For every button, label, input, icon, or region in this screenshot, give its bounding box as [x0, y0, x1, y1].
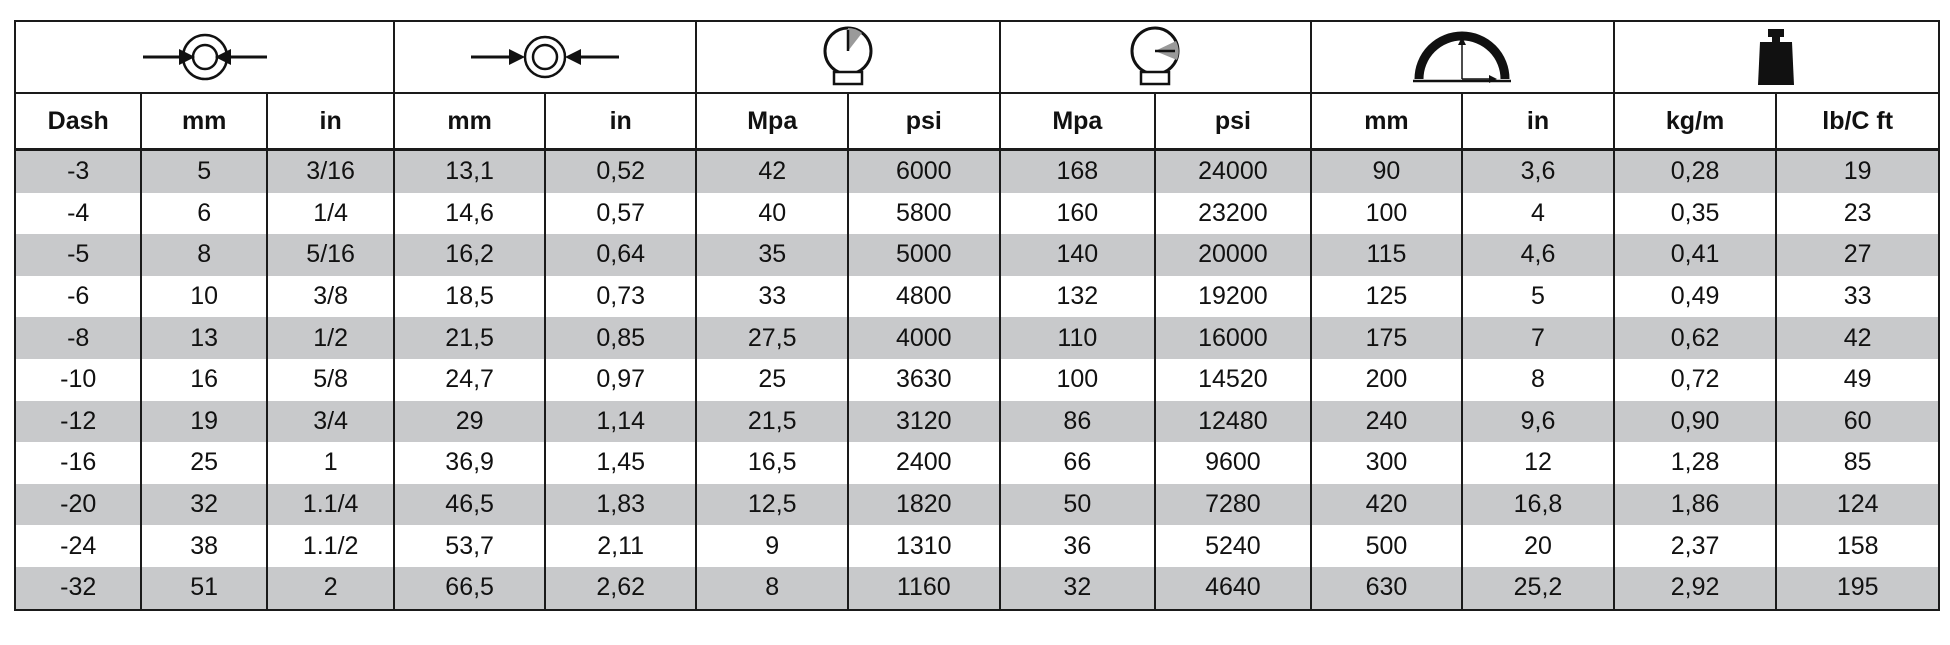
table-cell: 0,97 [545, 359, 697, 401]
table-cell: 32 [141, 484, 266, 526]
table-cell: 35 [696, 234, 848, 276]
burst-pressure-gauge-icon [1125, 26, 1185, 88]
table-cell: 0,57 [545, 193, 697, 235]
table-row [15, 567, 1939, 610]
table-cell: 3,6 [1462, 150, 1614, 193]
table-cell: 25 [141, 442, 266, 484]
table-cell: 160 [1000, 193, 1156, 235]
table-cell: 240 [1311, 401, 1463, 443]
table-cell: 12480 [1155, 401, 1311, 443]
table-cell: 4,6 [1462, 234, 1614, 276]
table-row [15, 525, 1939, 567]
table-cell: 2,92 [1614, 567, 1777, 610]
table-cell: 38 [141, 525, 266, 567]
unit-header: lb/C ft [1776, 93, 1939, 150]
working-pressure-group [696, 21, 999, 93]
table-cell: 2,62 [545, 567, 697, 610]
table-cell: 14520 [1155, 359, 1311, 401]
unit-header: psi [1155, 93, 1311, 150]
table-cell: 24,7 [394, 359, 545, 401]
table-cell: 14,6 [394, 193, 545, 235]
table-cell: 5 [1462, 276, 1614, 318]
table-cell: -20 [15, 484, 141, 526]
table-cell: 168 [1000, 150, 1156, 193]
table-cell: 20 [1462, 525, 1614, 567]
unit-header: mm [394, 93, 545, 150]
table-cell: 4000 [848, 317, 1000, 359]
table-row [15, 359, 1939, 401]
table-cell: 5/8 [267, 359, 394, 401]
table-cell: 1.1/2 [267, 525, 394, 567]
table-cell: 1/2 [267, 317, 394, 359]
table-cell: 8 [696, 567, 848, 610]
table-cell: 195 [1776, 567, 1939, 610]
table-cell: 85 [1776, 442, 1939, 484]
units-header-row [15, 93, 1939, 150]
table-cell: 0,85 [545, 317, 697, 359]
table-cell: 2,11 [545, 525, 697, 567]
table-cell: 16,2 [394, 234, 545, 276]
hose-outer-diameter-icon [465, 30, 625, 84]
table-cell: -24 [15, 525, 141, 567]
table-cell: 16000 [1155, 317, 1311, 359]
table-cell: -5 [15, 234, 141, 276]
table-cell: 4640 [1155, 567, 1311, 610]
table-cell: 3/4 [267, 401, 394, 443]
table-cell: 66,5 [394, 567, 545, 610]
bend-radius-icon [1407, 29, 1517, 85]
table-row [15, 401, 1939, 443]
table-cell: 50 [1000, 484, 1156, 526]
table-cell: -10 [15, 359, 141, 401]
table-cell: 1160 [848, 567, 1000, 610]
table-cell: 1 [267, 442, 394, 484]
table-cell: 1,14 [545, 401, 697, 443]
table-cell: 60 [1776, 401, 1939, 443]
table-cell: 100 [1311, 193, 1463, 235]
outer-diameter-group [394, 21, 696, 93]
table-cell: 13 [141, 317, 266, 359]
table-cell: 175 [1311, 317, 1463, 359]
table-cell: 5800 [848, 193, 1000, 235]
table-cell: 19200 [1155, 276, 1311, 318]
table-row [15, 484, 1939, 526]
table-cell: 36 [1000, 525, 1156, 567]
table-cell: -4 [15, 193, 141, 235]
table-cell: 4800 [848, 276, 1000, 318]
table-cell: 300 [1311, 442, 1463, 484]
unit-header: mm [141, 93, 266, 150]
working-pressure-gauge-icon [818, 26, 878, 88]
table-cell: 0,72 [1614, 359, 1777, 401]
table-cell: 0,28 [1614, 150, 1777, 193]
table-cell: 9 [696, 525, 848, 567]
table-cell: 9,6 [1462, 401, 1614, 443]
hose-inner-diameter-icon [135, 30, 275, 84]
table-cell: 53,7 [394, 525, 545, 567]
spec-rows [15, 150, 1939, 610]
table-cell: 7280 [1155, 484, 1311, 526]
table-row [15, 442, 1939, 484]
unit-header: mm [1311, 93, 1463, 150]
table-row [15, 193, 1939, 235]
table-cell: 3/8 [267, 276, 394, 318]
unit-header: Mpa [696, 93, 848, 150]
table-cell: -16 [15, 442, 141, 484]
table-cell: 1820 [848, 484, 1000, 526]
table-cell: 4 [1462, 193, 1614, 235]
table-cell: 0,90 [1614, 401, 1777, 443]
table-cell: 1,83 [545, 484, 697, 526]
table-cell: 86 [1000, 401, 1156, 443]
table-cell: 1.1/4 [267, 484, 394, 526]
table-cell: -3 [15, 150, 141, 193]
table-cell: 0,52 [545, 150, 697, 193]
unit-header: in [1462, 93, 1614, 150]
table-cell: 3630 [848, 359, 1000, 401]
table-cell: 140 [1000, 234, 1156, 276]
table-cell: 6 [141, 193, 266, 235]
weight-group [1614, 21, 1939, 93]
table-cell: 2 [267, 567, 394, 610]
table-cell: 51 [141, 567, 266, 610]
hose-spec-table [14, 20, 1940, 611]
table-cell: 40 [696, 193, 848, 235]
table-cell: 16,8 [1462, 484, 1614, 526]
table-cell: 20000 [1155, 234, 1311, 276]
unit-header: in [267, 93, 394, 150]
table-cell: 23 [1776, 193, 1939, 235]
table-cell: 21,5 [394, 317, 545, 359]
table-cell: 132 [1000, 276, 1156, 318]
table-cell: 16 [141, 359, 266, 401]
table-cell: 1/4 [267, 193, 394, 235]
table-cell: 8 [1462, 359, 1614, 401]
table-cell: 115 [1311, 234, 1463, 276]
table-cell: 9600 [1155, 442, 1311, 484]
table-row [15, 234, 1939, 276]
table-cell: 1,86 [1614, 484, 1777, 526]
table-cell: 0,64 [545, 234, 697, 276]
table-cell: 42 [696, 150, 848, 193]
table-cell: 0,35 [1614, 193, 1777, 235]
table-cell: 36,9 [394, 442, 545, 484]
table-cell: 1310 [848, 525, 1000, 567]
table-cell: 25 [696, 359, 848, 401]
table-cell: 5240 [1155, 525, 1311, 567]
unit-header: Mpa [1000, 93, 1156, 150]
table-cell: 6000 [848, 150, 1000, 193]
table-cell: 13,1 [394, 150, 545, 193]
inner-diameter-group [15, 21, 394, 93]
table-cell: 1,45 [545, 442, 697, 484]
table-cell: 25,2 [1462, 567, 1614, 610]
table-row [15, 317, 1939, 359]
table-cell: 5 [141, 150, 266, 193]
table-cell: 33 [1776, 276, 1939, 318]
table-cell: 19 [1776, 150, 1939, 193]
table-cell: 32 [1000, 567, 1156, 610]
unit-header: in [545, 93, 697, 150]
table-cell: 125 [1311, 276, 1463, 318]
bend-radius-group [1311, 21, 1614, 93]
table-cell: 19 [141, 401, 266, 443]
table-cell: 100 [1000, 359, 1156, 401]
table-cell: 0,62 [1614, 317, 1777, 359]
table-cell: -6 [15, 276, 141, 318]
table-cell: -12 [15, 401, 141, 443]
unit-header: kg/m [1614, 93, 1777, 150]
table-cell: -8 [15, 317, 141, 359]
table-cell: 21,5 [696, 401, 848, 443]
table-cell: 500 [1311, 525, 1463, 567]
table-cell: 3/16 [267, 150, 394, 193]
table-cell: 27,5 [696, 317, 848, 359]
table-cell: 0,49 [1614, 276, 1777, 318]
table-cell: 630 [1311, 567, 1463, 610]
table-cell: 2400 [848, 442, 1000, 484]
table-cell: 200 [1311, 359, 1463, 401]
icon-header-row [15, 21, 1939, 93]
table-cell: 49 [1776, 359, 1939, 401]
table-cell: 24000 [1155, 150, 1311, 193]
table-cell: 0,73 [545, 276, 697, 318]
table-cell: 1,28 [1614, 442, 1777, 484]
table-cell: 16,5 [696, 442, 848, 484]
unit-header: psi [848, 93, 1000, 150]
table-cell: 27 [1776, 234, 1939, 276]
table-cell: -32 [15, 567, 141, 610]
table-cell: 2,37 [1614, 525, 1777, 567]
unit-header: Dash [15, 93, 141, 150]
table-cell: 3120 [848, 401, 1000, 443]
table-cell: 46,5 [394, 484, 545, 526]
weight-icon [1746, 27, 1806, 87]
table-cell: 23200 [1155, 193, 1311, 235]
table-cell: 8 [141, 234, 266, 276]
table-cell: 158 [1776, 525, 1939, 567]
table-row [15, 276, 1939, 318]
table-cell: 18,5 [394, 276, 545, 318]
table-cell: 10 [141, 276, 266, 318]
table-row [15, 150, 1939, 193]
table-cell: 33 [696, 276, 848, 318]
table-cell: 7 [1462, 317, 1614, 359]
table-cell: 90 [1311, 150, 1463, 193]
burst-pressure-group [1000, 21, 1311, 93]
table-cell: 124 [1776, 484, 1939, 526]
table-cell: 5000 [848, 234, 1000, 276]
table-cell: 12 [1462, 442, 1614, 484]
table-cell: 5/16 [267, 234, 394, 276]
table-cell: 66 [1000, 442, 1156, 484]
table-cell: 420 [1311, 484, 1463, 526]
table-cell: 42 [1776, 317, 1939, 359]
table-cell: 0,41 [1614, 234, 1777, 276]
table-cell: 29 [394, 401, 545, 443]
table-cell: 110 [1000, 317, 1156, 359]
table-cell: 12,5 [696, 484, 848, 526]
